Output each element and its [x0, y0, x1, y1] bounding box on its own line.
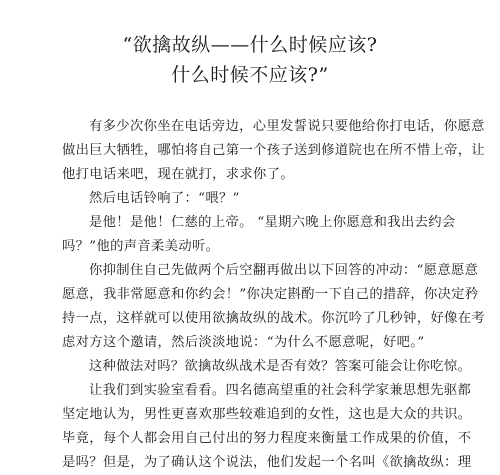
- text-line: 是他！是他！仁慈的上帝。 “星期六晚上你愿意和我出去约会: [89, 215, 456, 230]
- text-line: 让我们到实验室看看。四名德高望重的社会科学家兼思想先驱都: [89, 383, 472, 398]
- text-line: 吗？”他的声音柔美动听。: [62, 239, 220, 254]
- text-line: 这种做法对吗？欲擒故纵战术是否有效？答案可能会让你吃惊。: [89, 359, 472, 374]
- text-line: 坚定地认为，男性更喜欢那些较难追到的女性，这也是大众的共识。: [62, 407, 472, 422]
- text-line: 持一点，这样就可以使用欲擒故纵的战术。你沉吟了几秒钟，好像在考: [62, 311, 486, 326]
- text-line: 你抑制住自己先做两个后空翻再做出以下回答的冲动：“愿意愿意: [89, 263, 479, 278]
- chapter-title-line-2: 什么时候不应该?”: [171, 64, 329, 86]
- text-line: 有多少次你坐在电话旁边，心里发誓说只要他给你打电话，你愿意: [89, 119, 485, 134]
- text-line: 愿意，我非常愿意和你约会！”你决定斟酌一下自己的措辞，你决定矜: [62, 287, 479, 302]
- text-line: 毕竟，每个人都会用自己付出的努力程度来衡量工作成果的价值，不: [62, 431, 472, 446]
- chapter-title-line-1: “欲擒故纵——什么时候应该?: [122, 34, 378, 56]
- text-line: 他打电话来吧，现在就打，求求你了。: [62, 167, 294, 182]
- body-text: [62, 115, 486, 475]
- text-line: 虑对方这个邀请，然后淡淡地说：“为什么不愿意呢，好吧。”: [62, 335, 425, 350]
- text-line: 是吗？但是，为了确认这个说法，他们发起一个名叫《欲擒故纵：理: [62, 455, 472, 470]
- text-line: 做出巨大牺牲，哪怕将自己第一个孩子送到修道院也在所不惜上帝，让: [62, 143, 486, 158]
- text-line: 然后电话铃响了：“喂？”: [89, 191, 240, 206]
